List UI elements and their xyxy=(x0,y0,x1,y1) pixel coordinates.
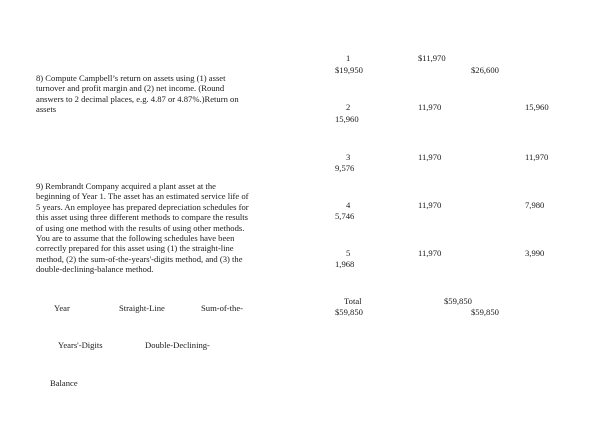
q8-line: turnover and profit margin and (2) net income. (Round xyxy=(36,83,225,94)
row5-ddb: 1,968 xyxy=(335,259,355,269)
row1-year: 1 xyxy=(346,53,351,63)
row5-year: 5 xyxy=(346,248,351,258)
q9-line: 5 years. An employee has prepared depreciation schedules for xyxy=(36,201,249,212)
q9-line: double-declining-balance method. xyxy=(36,264,154,275)
row4-straight-line: 11,970 xyxy=(418,200,442,210)
q9-line: beginning of Year 1. The asset has an estimated service life of xyxy=(36,191,249,202)
row2-sum-years: 15,960 xyxy=(525,102,549,112)
q9-line: 9) Rembrandt Company acquired a plant asset at the xyxy=(36,181,216,191)
total-sum-years: $59,850 xyxy=(471,307,499,317)
row3-sum-years: 11,970 xyxy=(525,152,549,162)
question-8 xyxy=(36,73,239,115)
row1-sum-years: $26,600 xyxy=(471,65,499,75)
q9-line: method, (2) the sum-of-the-years'-digits method, and (3) the xyxy=(36,253,243,264)
header-sum-of-the: Sum-of-the- xyxy=(201,303,244,313)
row1-straight-line: $11,970 xyxy=(418,53,446,63)
row3-ddb: 9,576 xyxy=(335,163,355,173)
header-straight-line: Straight-Line xyxy=(119,303,165,313)
row2-ddb: 15,960 xyxy=(335,114,359,124)
header-year: Year xyxy=(54,303,70,313)
q8-line: assets xyxy=(36,104,57,115)
header-double-declining: Double-Declining- xyxy=(145,340,210,350)
header-balance: Balance xyxy=(50,378,78,388)
total-straight-line: $59,850 xyxy=(444,296,472,306)
q8-line: answers to 2 decimal places, e.g. 4.87 or 4.87%.)Return on xyxy=(36,93,239,104)
row1-ddb: $19,950 xyxy=(335,65,363,75)
row4-year: 4 xyxy=(346,200,351,210)
row5-straight-line: 11,970 xyxy=(418,248,442,258)
total-ddb: $59,850 xyxy=(335,307,363,317)
q9-line: You are to assume that the following schedules have been xyxy=(36,233,235,244)
row3-year: 3 xyxy=(346,152,351,162)
row2-year: 2 xyxy=(346,102,351,112)
q9-line: correctly prepared for this asset using (1) the straight-line xyxy=(36,243,234,254)
header-years-digits: Years'-Digits xyxy=(58,340,103,350)
question-9 xyxy=(36,181,249,275)
q9-line: of using one method with the results of using other methods. xyxy=(36,222,245,233)
q8-line: 8) Compute Campbell’s return on assets using (1) asset xyxy=(36,73,226,83)
total-label: Total xyxy=(344,296,362,306)
row5-sum-years: 3,990 xyxy=(525,248,545,258)
row4-sum-years: 7,980 xyxy=(525,200,545,210)
row4-ddb: 5,746 xyxy=(335,211,355,221)
row3-straight-line: 11,970 xyxy=(418,152,442,162)
q9-line: this asset using three different methods to compare the results xyxy=(36,212,249,223)
row2-straight-line: 11,970 xyxy=(418,102,442,112)
